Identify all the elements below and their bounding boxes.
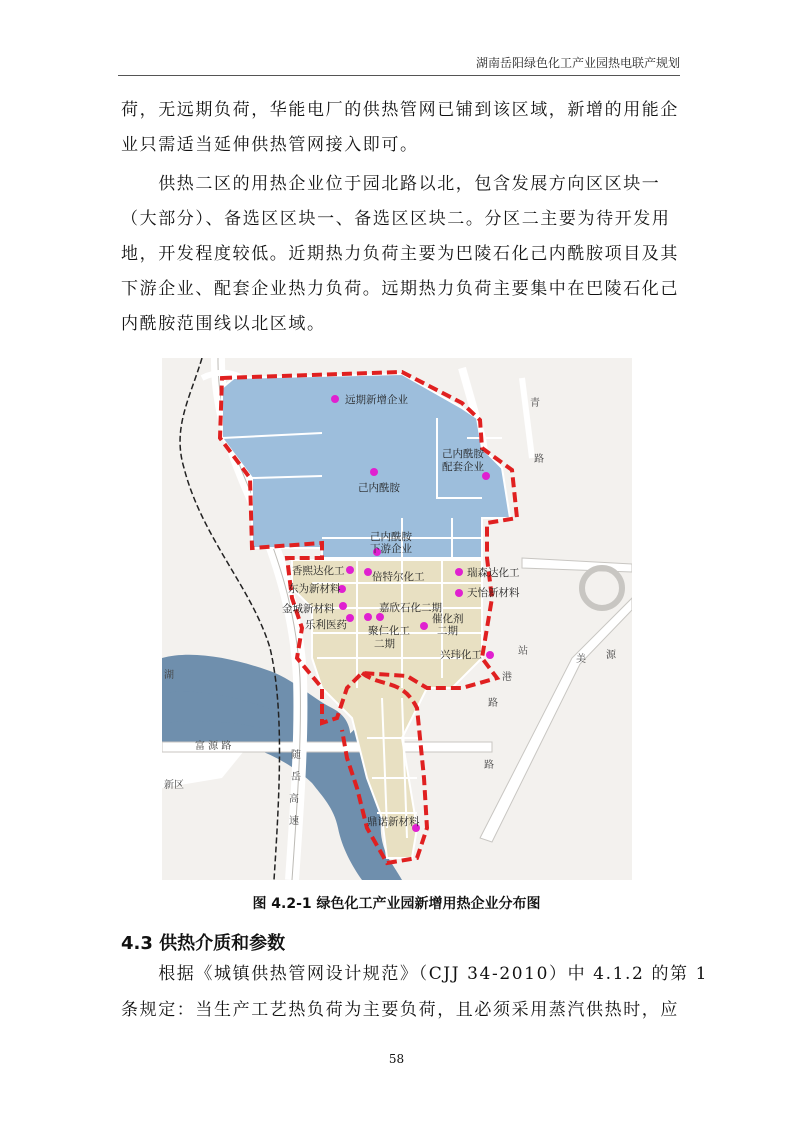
enterprise-label: 乐利医药	[305, 619, 347, 631]
enterprise-marker	[376, 613, 384, 621]
enterprise-label: 下游企业	[370, 543, 412, 555]
enterprise-label: 东为新材料	[288, 583, 341, 595]
enterprise-marker	[486, 651, 494, 659]
enterprise-marker	[331, 395, 339, 403]
enterprise-marker	[346, 614, 354, 622]
road-label: 路	[484, 760, 494, 771]
enterprise-marker	[455, 568, 463, 576]
enterprise-marker	[364, 568, 372, 576]
enterprise-label: 二期	[437, 625, 458, 637]
road-label: 高	[289, 794, 299, 805]
paragraph-line: 荷，无远期负荷，华能电厂的供热管网已铺到该区域，新增的用能企	[121, 100, 679, 120]
industrial-park-map	[162, 358, 632, 880]
road-label: 站	[518, 646, 528, 657]
paragraph-line: 根据《城镇供热管网设计规范》（CJJ 34-2010）中 4.1.2 的第 1	[121, 964, 709, 984]
road-label: 随	[291, 750, 301, 761]
figure-caption: 图 4.2-1 绿色化工产业园新增用热企业分布图	[252, 896, 541, 912]
enterprise-label: 金城新材料	[282, 603, 335, 615]
enterprise-label: 嘉欣石化二期	[379, 602, 442, 614]
section-heading: 4.3 供热介质和参数	[121, 933, 286, 954]
enterprise-label: 天怡新材料	[467, 587, 520, 599]
enterprise-label: 鼎诺新材料	[367, 816, 420, 828]
enterprise-label: 聚仁化工	[368, 625, 410, 637]
enterprise-marker	[346, 566, 354, 574]
header-rule	[118, 75, 680, 76]
paragraph-line: 条规定：当生产工艺热负荷为主要负荷，且必须采用蒸汽供热时，应	[121, 1000, 679, 1020]
paragraph-line: 内酰胺范围线以北区域。	[121, 314, 326, 334]
enterprise-marker	[364, 613, 372, 621]
paragraph-line: 下游企业、配套企业热力负荷。远期热力负荷主要集中在巴陵石化己	[121, 279, 679, 299]
enterprise-label: 己内酰胺	[358, 482, 400, 494]
paragraph-line: 业只需适当延伸供热管网接入即可。	[121, 135, 419, 155]
enterprise-label: 己内酰胺	[370, 531, 412, 543]
enterprise-label: 香熙达化工	[292, 565, 345, 577]
road-label: 速	[289, 816, 299, 827]
enterprise-marker	[370, 468, 378, 476]
road-label: 新区	[164, 780, 184, 791]
road-label: 港	[502, 672, 512, 683]
enterprise-label: 配套企业	[442, 461, 484, 473]
road-label: 富 源 路	[195, 741, 232, 752]
road-label: 岳	[291, 772, 301, 783]
road-label: 湖	[164, 670, 174, 681]
enterprise-label: 兴玮化工	[440, 649, 482, 661]
road-label: 美	[576, 654, 586, 665]
paragraph-line: （大部分）、备选区区块一、备选区区块二。分区二主要为待开发用	[121, 209, 671, 229]
enterprise-label: 瑞森达化工	[467, 567, 520, 579]
paragraph-line: 供热二区的用热企业位于园北路以北，包含发展方向区区块一	[121, 174, 661, 194]
enterprise-label: 己内酰胺	[442, 448, 484, 460]
enterprise-marker	[339, 602, 347, 610]
enterprise-marker	[420, 622, 428, 630]
road-label: 源	[606, 650, 616, 661]
running-header: 湖南岳阳绿色化工产业园热电联产规划	[475, 56, 680, 70]
road-label: 路	[488, 698, 498, 709]
enterprise-marker	[455, 589, 463, 597]
enterprise-label: 远期新增企业	[345, 394, 408, 406]
road-label: 青	[530, 398, 540, 409]
road-label: 路	[534, 454, 544, 465]
enterprise-label: 二期	[374, 638, 395, 650]
paragraph-line: 地，开发程度较低。近期热力负荷主要为巴陵石化己内酰胺项目及其	[121, 244, 679, 264]
enterprise-marker	[482, 472, 490, 480]
enterprise-label: 倍特尔化工	[372, 571, 425, 583]
enterprise-label: 催化剂	[432, 613, 464, 625]
page-number: 58	[388, 1052, 405, 1066]
